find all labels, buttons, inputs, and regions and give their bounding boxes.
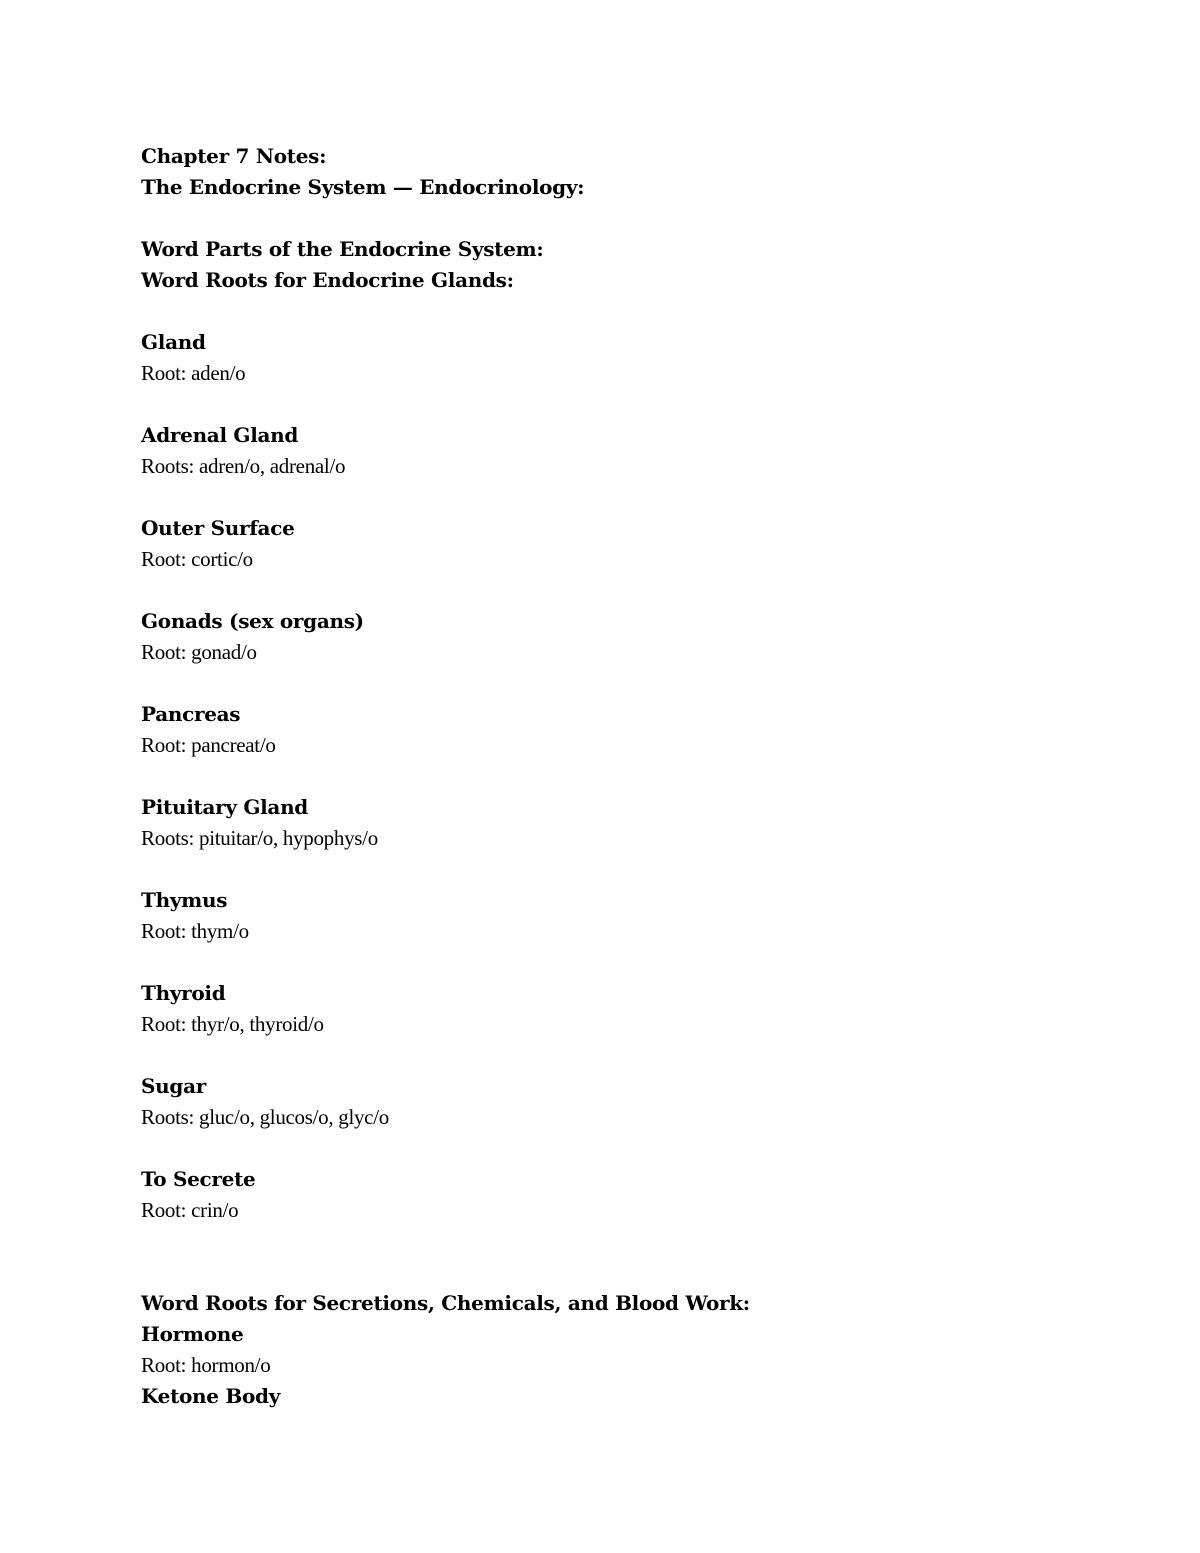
gland-entry (141, 1164, 1121, 1226)
gland-roots: Root: gonad/o (141, 640, 257, 664)
gland-entry (141, 606, 1121, 668)
gland-term: Pancreas (141, 702, 241, 726)
gland-term: Thyroid (141, 981, 226, 1005)
gland-roots: Root: pancreat/o (141, 733, 276, 757)
gland-entry (141, 792, 1121, 854)
secretion-entry (141, 1381, 1121, 1412)
gland-entry (141, 978, 1121, 1040)
spacer (141, 854, 1121, 885)
gland-term: Sugar (141, 1074, 206, 1098)
gland-entry (141, 1071, 1121, 1133)
spacer (141, 668, 1121, 699)
system-title: The Endocrine System — Endocrinology: (141, 175, 585, 199)
gland-term: Thymus (141, 888, 228, 912)
secretion-entry (141, 1319, 1121, 1381)
spacer (141, 947, 1121, 978)
gland-entry (141, 699, 1121, 761)
gland-roots: Root: thyr/o, thyroid/o (141, 1012, 324, 1036)
gland-entry (141, 327, 1121, 389)
spacer (141, 1226, 1121, 1288)
spacer (141, 482, 1121, 513)
section-subtitle: Word Roots for Endocrine Glands: (141, 268, 514, 292)
gland-roots: Roots: pituitar/o, hypophys/o (141, 826, 378, 850)
spacer (141, 296, 1121, 327)
spacer (141, 1040, 1121, 1071)
section-title: Word Roots for Secretions, Chemicals, and Blood Work: (141, 1291, 750, 1315)
gland-term: Gonads (sex organs) (141, 609, 364, 633)
gland-entry (141, 885, 1121, 947)
gland-roots: Roots: gluc/o, glucos/o, glyc/o (141, 1105, 389, 1129)
secretion-term: Ketone Body (141, 1384, 281, 1408)
gland-entry (141, 420, 1121, 482)
gland-roots: Root: crin/o (141, 1198, 239, 1222)
gland-roots: Root: thym/o (141, 919, 249, 943)
gland-term: Pituitary Gland (141, 795, 308, 819)
gland-term: Gland (141, 330, 206, 354)
spacer (141, 1133, 1121, 1164)
gland-roots: Root: cortic/o (141, 547, 253, 571)
gland-term: Outer Surface (141, 516, 295, 540)
chapter-title: Chapter 7 Notes: (141, 144, 327, 168)
spacer (141, 203, 1121, 234)
secretion-roots: Root: hormon/o (141, 1353, 271, 1377)
gland-term: Adrenal Gland (141, 423, 299, 447)
gland-term: To Secrete (141, 1167, 256, 1191)
gland-roots: Roots: adren/o, adrenal/o (141, 454, 346, 478)
secretion-term: Hormone (141, 1322, 244, 1346)
spacer (141, 389, 1121, 420)
gland-entry (141, 513, 1121, 575)
section-title: Word Parts of the Endocrine System: (141, 237, 544, 261)
gland-roots: Root: aden/o (141, 361, 246, 385)
spacer (141, 575, 1121, 606)
spacer (141, 761, 1121, 792)
document-page (141, 141, 1121, 1412)
